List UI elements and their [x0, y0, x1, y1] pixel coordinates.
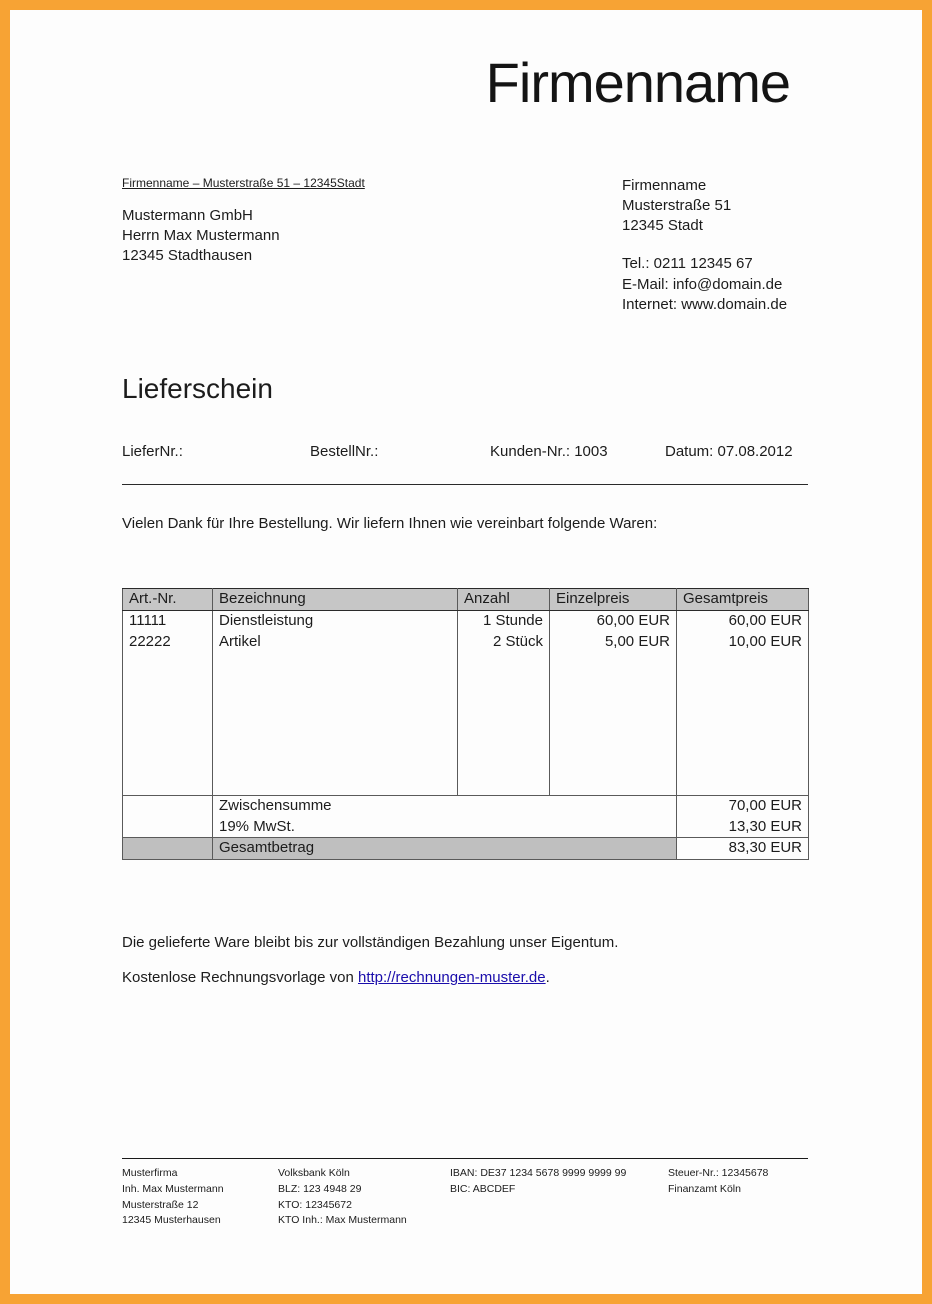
footer-bank-owner: KTO Inh.: Max Mustermann [278, 1214, 407, 1227]
source-note-suffix: . [545, 969, 550, 987]
col-header-einzelpreis: Einzelpreis [550, 589, 677, 611]
col-header-artnr: Art.-Nr. [123, 589, 213, 611]
vat-row [123, 817, 809, 838]
meta-divider [122, 484, 808, 485]
footer-bank-blz: BLZ: 123 4948 29 [278, 1182, 362, 1195]
source-note [122, 969, 808, 986]
customer-number: Kunden-Nr.: 1003 [490, 443, 608, 461]
cell-gesamtpreis: 60,00 EUR [728, 612, 802, 630]
footer-company-column [122, 1166, 278, 1229]
footer-company-city: 12345 Musterhausen [122, 1214, 221, 1227]
meta-row [122, 443, 808, 460]
cell-bezeichnung: Dienstleistung [213, 611, 458, 632]
recipient-name: Mustermann GmbH [122, 206, 253, 224]
grand-total-value: 83,30 EUR [677, 838, 809, 860]
company-city: 12345 Stadt [622, 217, 703, 235]
items-table [122, 588, 809, 860]
footer-divider [122, 1158, 808, 1159]
order-number-label: BestellNr.: [310, 443, 379, 461]
recipient-city: 12345 Stadthausen [122, 247, 253, 265]
cell-gesamtpreis: 10,00 EUR [728, 632, 802, 650]
table-row [123, 632, 809, 653]
company-info-block [622, 176, 808, 316]
footer-bic: BIC: ABCDEF [450, 1182, 516, 1195]
footer-tax-office: Finanzamt Köln [668, 1182, 741, 1195]
document-title: Lieferschein [122, 373, 273, 405]
source-link[interactable]: http://rechnungen-muster.de [358, 969, 546, 987]
grand-total-row [123, 838, 809, 860]
cell-artnr: 11111 [123, 611, 213, 632]
document-page [10, 10, 922, 1294]
recipient-block [122, 176, 502, 316]
footer-iban: IBAN: DE37 1234 5678 9999 9999 99 [450, 1167, 627, 1179]
cell-artnr: 22222 [123, 632, 213, 653]
company-street: Musterstraße 51 [622, 196, 732, 214]
col-header-gesamtpreis: Gesamtpreis [677, 589, 809, 611]
recipient-contact: Herrn Max Mustermann [122, 226, 280, 244]
page-footer [122, 1158, 808, 1229]
grand-total-label: Gesamtbetrag [213, 838, 677, 860]
table-empty-space [123, 653, 809, 796]
table-header-row [123, 589, 809, 611]
subtotal-label: Zwischensumme [213, 796, 677, 817]
vat-label: 19% MwSt. [213, 817, 677, 838]
col-header-anzahl: Anzahl [458, 589, 550, 611]
company-email: E-Mail: info@domain.de [622, 275, 783, 293]
cell-einzelpreis: 60,00 EUR [550, 611, 677, 632]
subtotal-row [123, 796, 809, 817]
intro-text: Vielen Dank für Ihre Bestellung. Wir liefern Ihnen wie vereinbart folgende Waren: [122, 515, 658, 533]
header [122, 10, 808, 114]
cell-anzahl: 1 Stunde [458, 611, 550, 632]
ownership-note: Die gelieferte Ware bleibt bis zur vollständigen Bezahlung unser Eigentum. [122, 934, 619, 952]
footer-company-name: Musterfirma [122, 1167, 178, 1179]
company-name: Firmenname [622, 176, 707, 194]
footer-company-street: Musterstraße 12 [122, 1198, 199, 1211]
document-date: Datum: 07.08.2012 [665, 443, 793, 461]
sender-return-line: Firmenname – Musterstraße 51 – 12345Stadt [122, 175, 365, 190]
footer-bank-column [278, 1166, 450, 1229]
footer-iban-column [450, 1166, 668, 1229]
cell-einzelpreis: 5,00 EUR [550, 632, 677, 653]
footer-company-owner: Inh. Max Mustermann [122, 1182, 224, 1195]
col-header-bezeichnung: Bezeichnung [213, 589, 458, 611]
company-website: Internet: www.domain.de [622, 295, 788, 313]
table-row [123, 611, 809, 632]
footer-tax-number: Steuer-Nr.: 12345678 [668, 1167, 769, 1179]
company-title: Firmenname [485, 51, 790, 114]
vat-value: 13,30 EUR [728, 817, 802, 835]
cell-anzahl: 2 Stück [458, 632, 550, 653]
cell-bezeichnung: Artikel [213, 632, 458, 653]
address-section [122, 176, 808, 316]
source-note-prefix: Kostenlose Rechnungsvorlage von [122, 969, 358, 987]
company-phone: Tel.: 0211 12345 67 [622, 255, 753, 273]
delivery-number-label: LieferNr.: [122, 443, 183, 461]
footer-tax-column [668, 1166, 808, 1229]
subtotal-value: 70,00 EUR [677, 796, 809, 817]
footer-bank-name: Volksbank Köln [278, 1167, 350, 1179]
footer-bank-kto: KTO: 12345672 [278, 1198, 352, 1211]
